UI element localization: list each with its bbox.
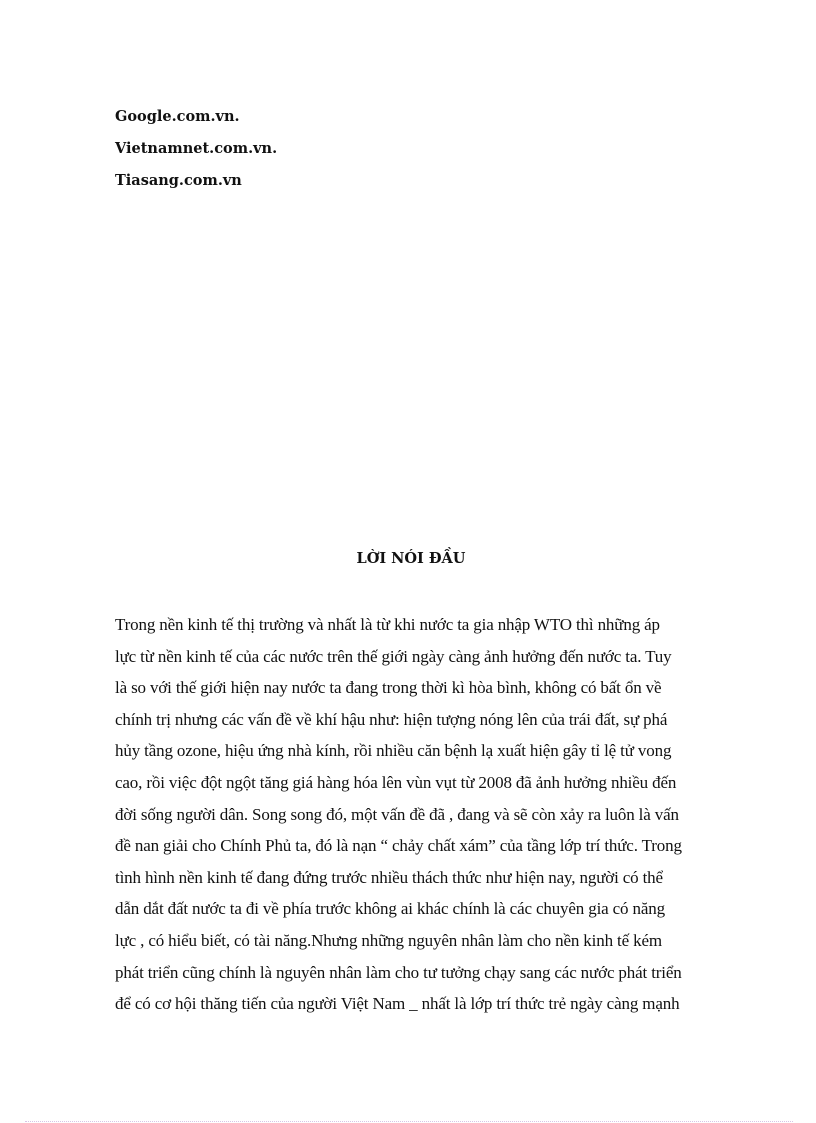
paragraph-line: lực , có hiểu biết, có tài năng.Nhưng những nguyên nhân làm cho nền kinh tế kém: [115, 930, 662, 950]
reference-list: [115, 101, 277, 197]
page-break-divider: [25, 1121, 793, 1122]
paragraph-line: chính trị nhưng các vấn đề về khí hậu như: hiện tượng nóng lên của trái đất, sự phá: [115, 709, 668, 729]
section-title: LỜI NÓI ĐẦU: [356, 550, 466, 567]
paragraph-line: là so với thế giới hiện nay nước ta đang trong thời kì hòa bình, không có bất ổn về: [115, 678, 662, 698]
reference-item: Vietnamnet.com.vn.: [115, 140, 278, 157]
body-paragraph: [115, 609, 715, 1020]
paragraph-line: hủy tầng ozone, hiệu ứng nhà kính, rồi nhiều căn bệnh lạ xuất hiện gây tỉ lệ tử vong: [115, 741, 672, 761]
paragraph-line: đề nan giải cho Chính Phủ ta, đó là nạn “ chảy chất xám” của tầng lớp trí thức. Trong: [115, 836, 682, 856]
paragraph-line: đời sống người dân. Song song đó, một vấn đề đã , đang và sẽ còn xảy ra luôn là vấn: [115, 804, 679, 824]
paragraph-line: để có cơ hội thăng tiến của người Việt Nam _ nhất là lớp trí thức trẻ ngày càng mạnh: [115, 994, 680, 1014]
paragraph-line: phát triển cũng chính là nguyên nhân làm cho tư tưởng chạy sang các nước phát triển: [115, 962, 682, 982]
paragraph-line: dẫn dắt đất nước ta đi về phía trước không ai khác chính là các chuyên gia có năng: [115, 899, 665, 919]
paragraph-line: lực từ nền kinh tế của các nước trên thế giới ngày càng ảnh hưởng đến nước ta. Tuy: [115, 646, 672, 666]
paragraph-line: tình hình nền kinh tế đang đứng trước nhiều thách thức như hiện nay, người có thể: [115, 867, 663, 887]
paragraph-line: Trong nền kinh tế thị trường và nhất là từ khi nước ta gia nhập WTO thì những áp: [115, 615, 660, 634]
reference-item: Tiasang.com.vn: [115, 172, 242, 189]
paragraph-line: cao, rồi việc đột ngột tăng giá hàng hóa lên vùn vụt từ 2008 đã ảnh hưởng nhiều đến: [115, 772, 677, 792]
reference-item: Google.com.vn.: [115, 108, 240, 125]
